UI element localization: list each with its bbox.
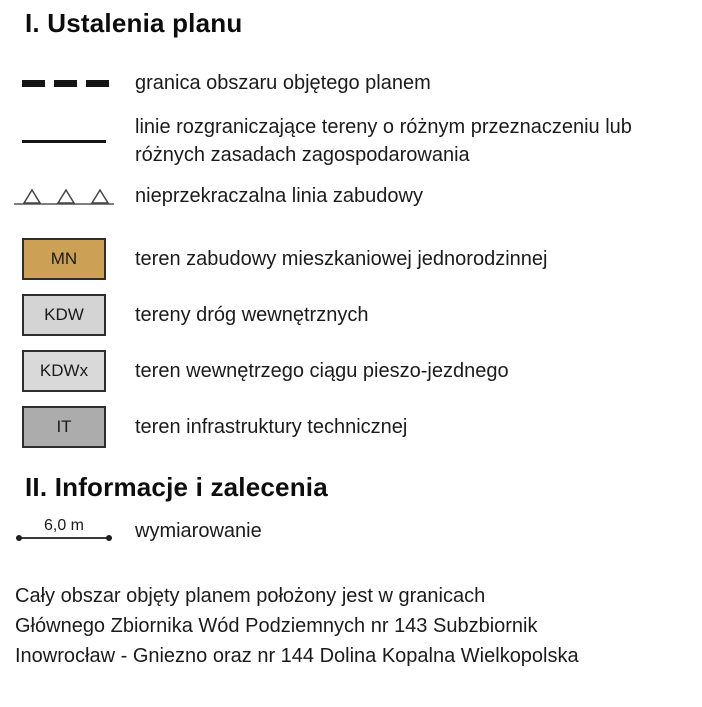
zone-kdwx-symbol-cell — [0, 350, 135, 392]
legend-row-plan-boundary — [0, 69, 702, 97]
triangle-building-line-icon — [14, 186, 114, 206]
dimension-value: 6,0 m — [43, 517, 84, 534]
legend-label-plan-boundary: granica obszaru objętego planem — [135, 72, 431, 94]
dash-segment — [54, 80, 77, 87]
legend-label-zone-mn: teren zabudowy mieszkaniowej jednorodzinnej — [135, 248, 548, 270]
dash-segment — [86, 80, 109, 87]
zone-mn-code: MN — [50, 249, 78, 268]
legend-label-dimensioning: wymiarowanie — [135, 520, 262, 542]
note-line-2: Głównego Zbiornika Wód Podziemnych nr 143 Subzbiornik — [15, 615, 538, 637]
note-line-3: Inowrocław - Gniezno oraz nr 144 Dolina Kopalna Wielkopolska — [15, 645, 579, 667]
dashed-boundary-line-icon — [22, 80, 109, 87]
dimension-line — [18, 537, 110, 545]
groundwater-note — [15, 581, 702, 671]
legend-label-zone-kdwx: teren wewnętrzego ciągu pieszo-jezdnego — [135, 360, 509, 382]
dimension-endpoint-dot — [106, 535, 112, 541]
legend-row-zone-kdw — [0, 294, 702, 336]
legend-row-building-line — [0, 182, 702, 210]
legend-label-zone-kdw: tereny dróg wewnętrznych — [135, 304, 369, 326]
legend-label-zone-it: teren infrastruktury technicznej — [135, 416, 408, 438]
dash-segment — [22, 80, 45, 87]
legend-row-zone-kdwx — [0, 350, 702, 392]
solid-dividing-line-icon — [22, 140, 106, 143]
legend-row-dimensioning — [0, 517, 702, 545]
building-line-symbol-cell — [0, 186, 135, 206]
zone-kdwx-code: KDWx — [39, 361, 89, 380]
zone-mn-symbol-cell — [0, 238, 135, 280]
legend-row-zone-mn — [0, 238, 702, 280]
plan-boundary-symbol-cell — [0, 80, 135, 87]
zone-it-symbol-cell — [0, 406, 135, 448]
section-1-title: I. Ustalenia planu — [25, 8, 243, 38]
zone-kdw-symbol-cell — [0, 294, 135, 336]
dividing-line-symbol-cell — [0, 140, 135, 143]
note-line-1: Cały obszar objęty planem położony jest w granicach — [15, 585, 486, 607]
legend-row-dividing-lines — [0, 113, 702, 169]
legend-label-building-line: nieprzekraczalna linia zabudowy — [135, 185, 423, 207]
legend-label-dividing-lines: linie rozgraniczające tereny o różnym przeznaczeniu lub różnych zasadach zagospodarowania — [135, 116, 632, 166]
zone-kdw-code: KDW — [44, 305, 84, 324]
zone-it-code: IT — [56, 417, 72, 436]
dimension-symbol-cell — [0, 517, 135, 545]
zone-it-swatch — [22, 406, 106, 448]
dimension-line-icon — [18, 517, 110, 545]
zone-kdw-swatch — [22, 294, 106, 336]
zone-kdwx-swatch — [22, 350, 106, 392]
zone-mn-swatch — [22, 238, 106, 280]
legend-row-zone-it — [0, 406, 702, 448]
section-2-title: II. Informacje i zalecenia — [25, 472, 328, 502]
dimension-endpoint-dot — [16, 535, 22, 541]
